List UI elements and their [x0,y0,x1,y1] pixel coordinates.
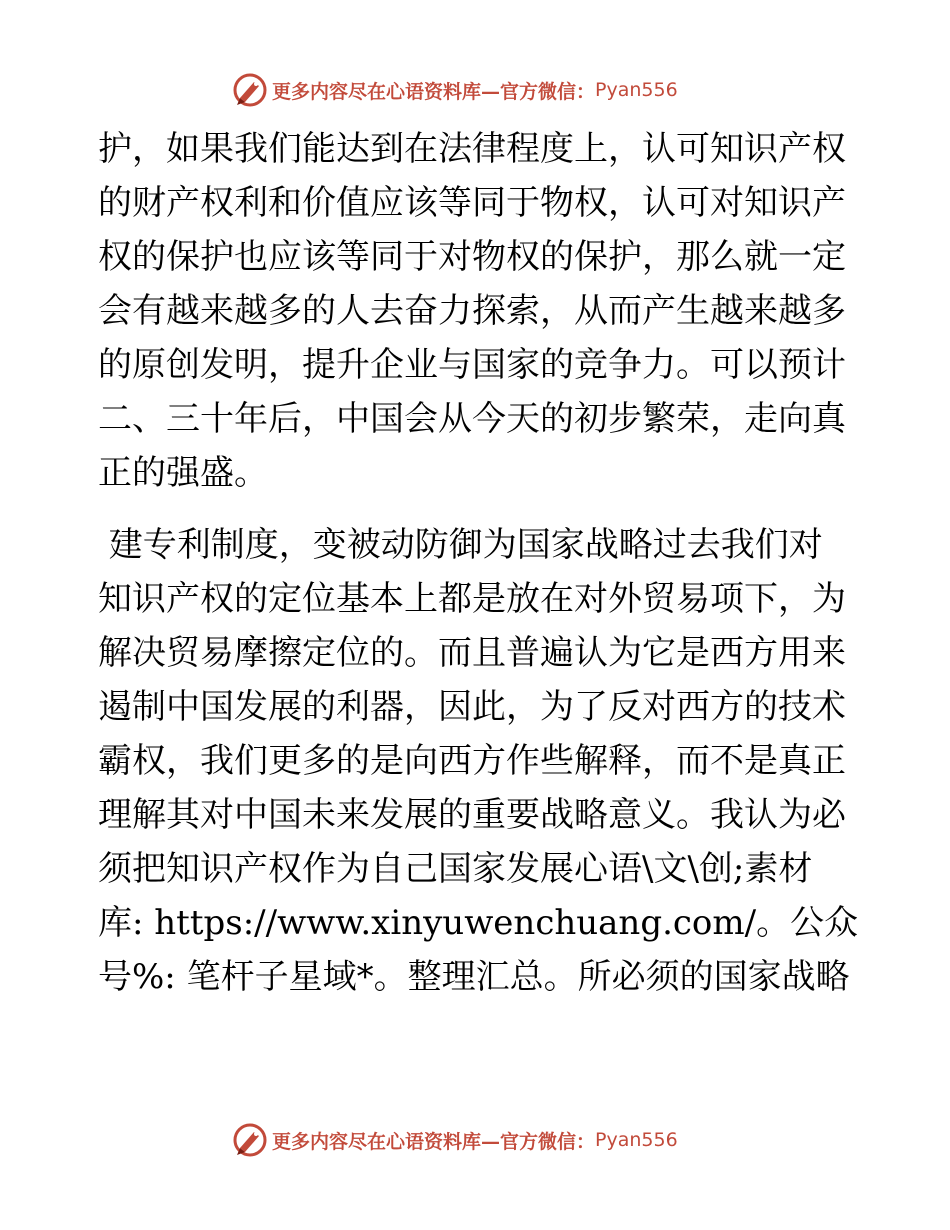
text-line: 理解其对中国未来发展的重要战略意义。我认为必 [98,795,846,835]
text-line: 二、三十年后，中国会从今天的初步繁荣，走向真 [98,399,846,439]
text-line: 会有越来越多的人去奋力探索，从而产生越来越多 [98,291,846,331]
text-line: 的财产权利和价值应该等同于物权，认可对知识产 [98,183,846,223]
text-line: 霸权，我们更多的是向西方作些解释，而不是真正 [98,741,846,781]
text-line: 遏制中国发展的利器，因此，为了反对西方的技术 [98,687,846,727]
header-banner [232,70,678,110]
paragraph-2 [98,518,858,1004]
text-line: 知识产权的定位基本上都是放在对外贸易项下，为 [98,579,846,619]
text-line: 须把知识产权作为自己国家发展心语\文\创;素材 [98,849,813,889]
banner-wechat-id: Pyan556 [595,79,678,101]
text-line: 建专利制度，变被动防御为国家战略过去我们对 [98,525,823,565]
banner-wechat-id: Pyan556 [595,1129,678,1151]
text-line: 解决贸易摩擦定位的。而且普遍认为它是西方用来 [98,633,846,673]
text-line: 的原创发明，提升企业与国家的竞争力。可以预计 [98,345,846,385]
banner-text: 更多内容尽在心语资料库—官方微信： [272,80,596,103]
paragraph-1 [98,122,858,500]
text-line: 号%: 笔杆子星域*。整理汇总。所必须的国家战略 [98,957,850,997]
document-body [98,122,858,1004]
text-line: 库: https://www.xinyuwenchuang.com/。公众 [98,903,859,943]
banner-text: 更多内容尽在心语资料库—官方微信： [272,1130,596,1153]
text-line: 护，如果我们能达到在法律程度上，认可知识产权 [98,129,846,169]
text-line: 权的保护也应该等同于对物权的保护，那么就一定 [98,237,846,277]
footer-banner [232,1120,678,1160]
pen-logo-icon [232,72,268,108]
paragraph-spacer [98,500,858,518]
text-line: 正的强盛。 [98,453,268,493]
pen-logo-icon [232,1122,268,1158]
